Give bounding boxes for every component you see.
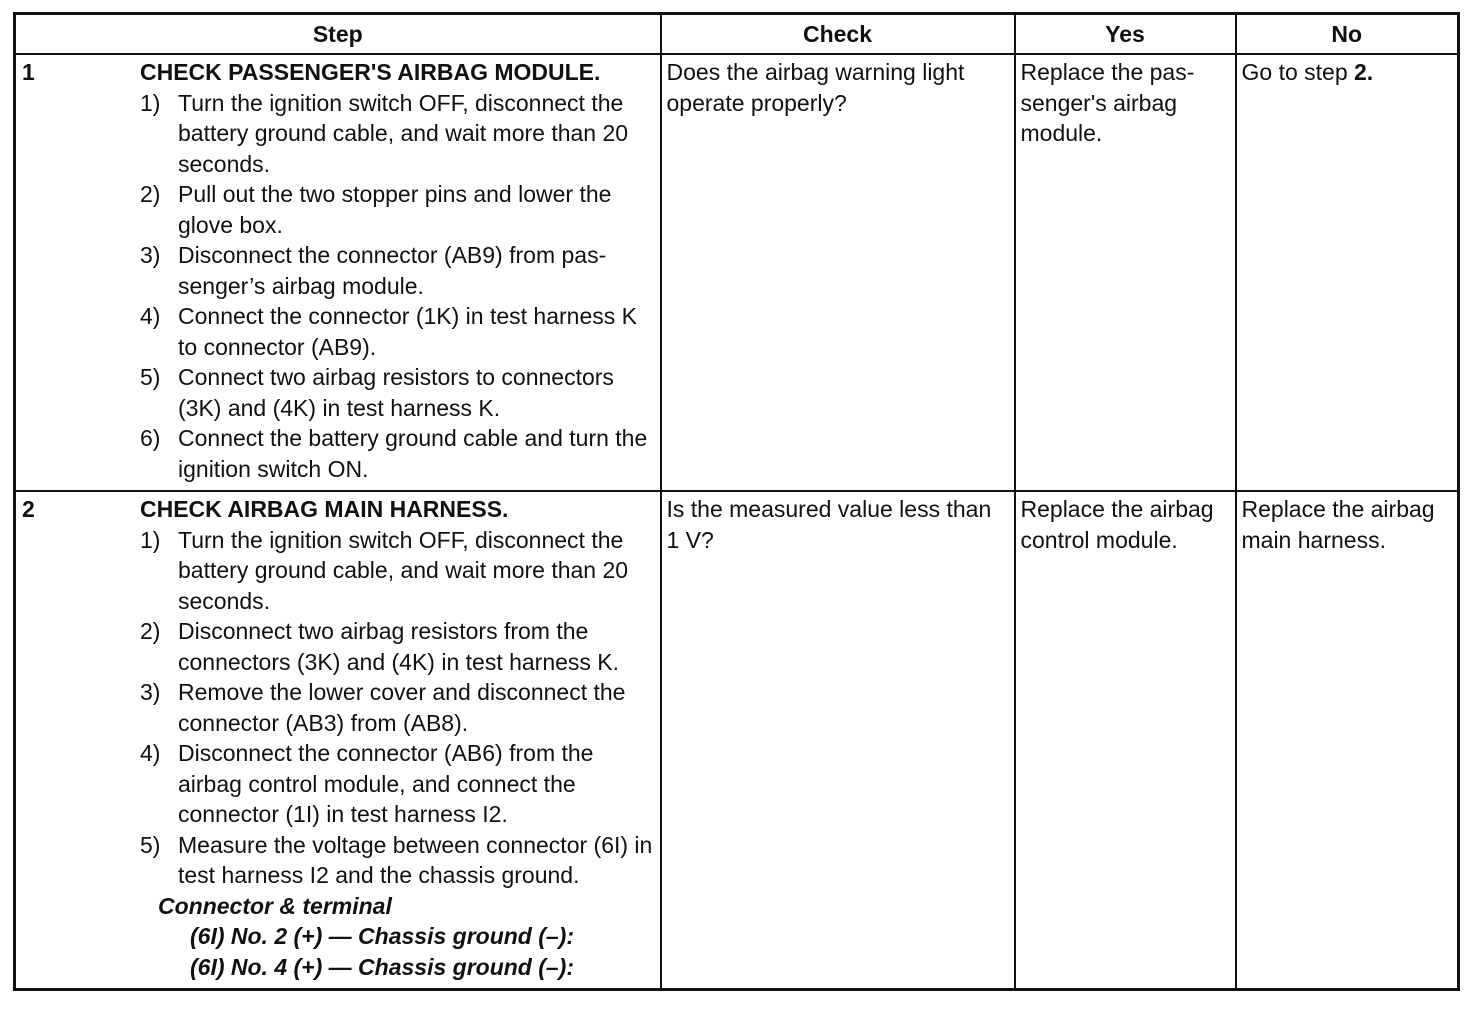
- no-text: Replace the airbag main harness.: [1241, 496, 1435, 553]
- substep-list: [140, 525, 657, 891]
- no-cell: [1236, 491, 1459, 990]
- substep: 5) Connect two airbag resistors to connectors (3K) and (4K) in test harness K.: [140, 364, 614, 421]
- no-text: Go to step 2.: [1241, 59, 1374, 85]
- diagnostic-table: [13, 12, 1460, 991]
- header-check: Check: [661, 14, 1015, 55]
- spec-line: (6I) No. 4 (+) — Chassis ground (–):: [190, 953, 575, 980]
- substep-list: [140, 88, 657, 485]
- substep: 2) Pull out the two stopper pins and lower the glove box.: [140, 181, 612, 238]
- step-title: CHECK PASSENGER'S AIRBAG MODULE.: [140, 59, 601, 85]
- header-yes: Yes: [1015, 14, 1236, 55]
- substep: 2) Disconnect two airbag resistors from the connectors (3K) and (4K) in test harness K.: [140, 618, 620, 675]
- spec-line: (6I) No. 2 (+) — Chassis ground (–):: [190, 923, 575, 949]
- check-text: Does the airbag warning light operate properly?: [666, 59, 965, 116]
- substep: 6) Connect the battery ground cable and turn the ignition switch ON.: [140, 425, 648, 482]
- check-cell: [661, 491, 1015, 990]
- step-title: CHECK AIRBAG MAIN HARNESS.: [140, 496, 509, 522]
- check-cell: [661, 54, 1015, 491]
- table-row: [15, 491, 1459, 990]
- substep: 4) Disconnect the connector (AB6) from the airbag control module, and connect the connector (1I) in test harness I2.: [140, 740, 594, 827]
- substep: 4) Connect the connector (1K) in test harness K to connector (AB9).: [140, 303, 637, 360]
- header-row: [15, 14, 1459, 55]
- yes-text: Replace the airbag control module.: [1020, 496, 1214, 553]
- substep: 3) Disconnect the connector (AB9) from pas-senger’s airbag module.: [140, 242, 607, 299]
- step-cell: [15, 54, 661, 491]
- step-reference: 2.: [1354, 59, 1374, 85]
- table-row: [15, 54, 1459, 491]
- header-no: No: [1236, 14, 1459, 55]
- check-text: Is the measured value less than 1 V?: [666, 496, 992, 553]
- substep: 1) Turn the ignition switch OFF, disconnect the battery ground cable, and wait more than 20 seconds.: [140, 526, 629, 614]
- yes-cell: [1015, 54, 1236, 491]
- no-cell: [1236, 54, 1459, 491]
- substep: 1) Turn the ignition switch OFF, disconnect the battery ground cable, and wait more than 20 seconds.: [140, 89, 629, 177]
- yes-text: Replace the pas-senger's airbag module.: [1020, 59, 1195, 146]
- spec-heading: Connector & terminal: [158, 892, 392, 919]
- yes-cell: [1015, 491, 1236, 990]
- step-cell: [15, 491, 661, 990]
- substep: 3) Remove the lower cover and disconnect the connector (AB3) from (AB8).: [140, 679, 626, 736]
- header-step: Step: [15, 14, 661, 55]
- step-number: 2: [22, 496, 35, 522]
- step-number: 1: [22, 59, 35, 85]
- substep: 5) Measure the voltage between connector (6I) in test harness I2 and the chassis ground.: [140, 831, 653, 888]
